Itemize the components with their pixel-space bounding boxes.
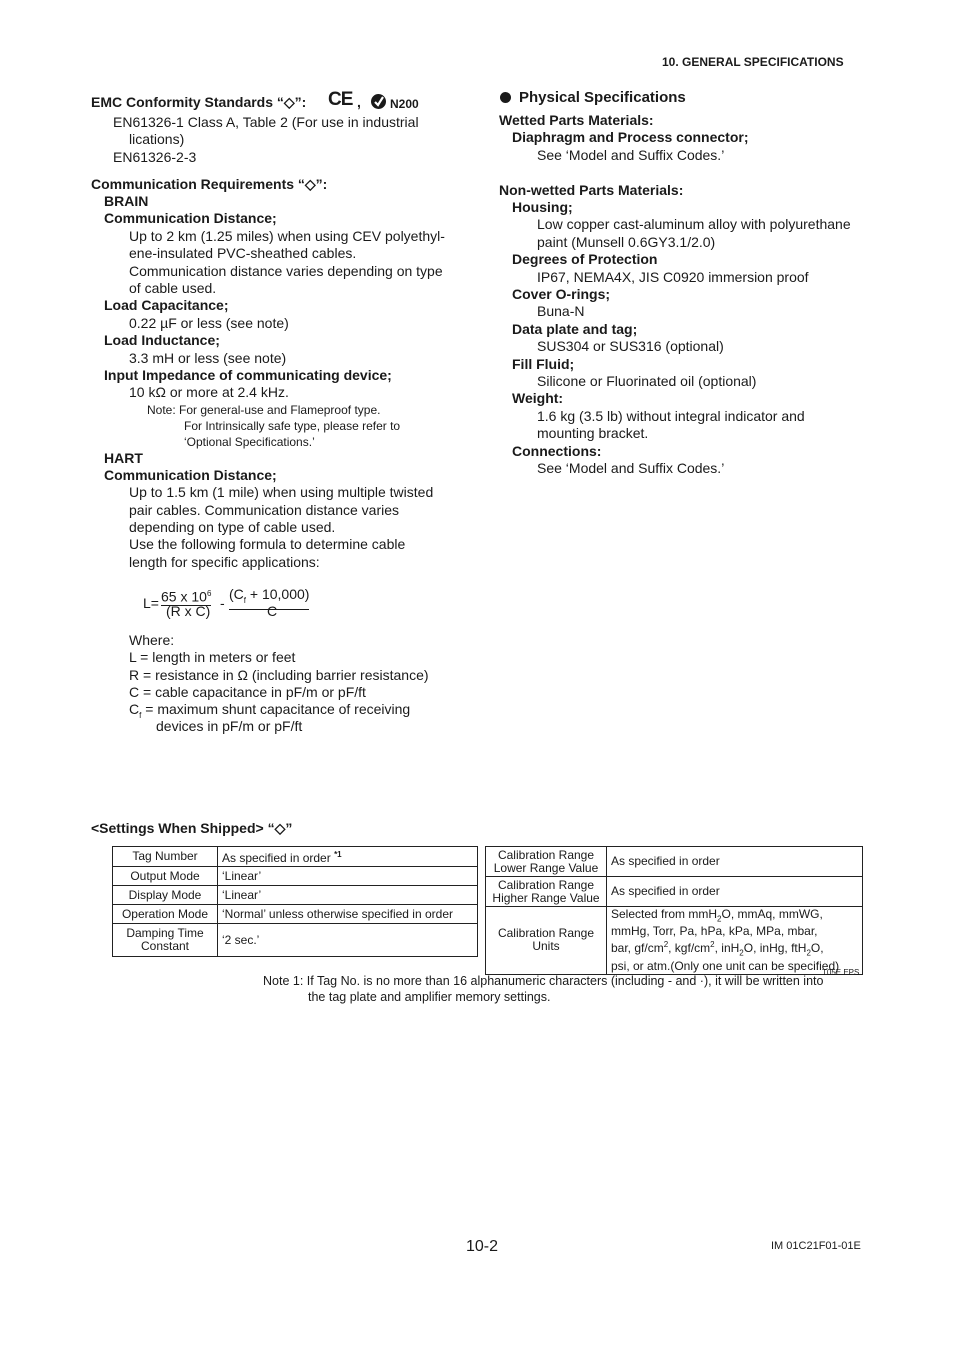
cal-units-value: Selected from mmH$_2$O, mmAq, mmWG, mmHg, Torr, Pa, hPa, kPa, MPa, mbar, bar, $gf/cm^2$, kgf/$cm^2$, inH$_2$O, inHg, ftH$_2$O, psi, or atm.(Only one unit can be specified) — [607, 907, 863, 975]
settings-label: Damping Time Constant — [113, 924, 218, 957]
spec-label: Housing; — [512, 199, 573, 215]
document-id: IM 01C21F01-01E — [771, 1240, 861, 1252]
where-line: L = length in meters or feet — [129, 649, 296, 665]
settings-label: Output Mode — [113, 867, 218, 886]
brain-note-line: ‘Optional Specifications.’ — [184, 435, 315, 449]
comm-title: Communication Requirements “◇”: — [91, 176, 328, 192]
where-line: C = cable capacitance in pF/m or pF/ft — [129, 684, 366, 700]
spec-label: Data plate and tag; — [512, 320, 638, 337]
settings-table-left — [112, 846, 478, 957]
load-inductance-value: 3.3 mH or less (see note) — [129, 350, 287, 366]
section-header: 10. GENERAL SPECIFICATIONS — [662, 55, 844, 69]
hart-distance-label: Communication Distance; — [104, 467, 277, 483]
emc-line-3: EN61326-2-3 — [113, 149, 197, 165]
spec-value: Silicone or Fluorinated oil (optional) — [537, 373, 757, 389]
formula-denominator-2: C — [267, 603, 278, 619]
emc-comma: , — [357, 94, 361, 110]
spec-label: Degrees of Protection — [512, 251, 658, 268]
settings-row — [113, 886, 478, 905]
input-impedance-label: Input Impedance of communicating device; — [104, 367, 392, 383]
load-inductance-label: Load Inductance; — [104, 332, 220, 348]
hart-distance-line: Up to 1.5 km (1 mile) when using multiple twisted — [129, 484, 434, 500]
spec-value: Buna-N — [537, 303, 585, 320]
formula-numerator-1: 65 x $10^6$ — [161, 586, 211, 606]
spec-label: Cover O-rings; — [512, 286, 611, 302]
brain-distance-line: Communication distance varies depending on type — [129, 263, 443, 279]
cf-definition: $C_f$ = maximum shunt capacitance of receiving — [129, 701, 411, 720]
settings-label: Tag Number — [113, 847, 218, 867]
hart-heading: HART — [104, 450, 143, 466]
cal-units-label: Calibration Range Units — [486, 907, 607, 975]
hart-distance-line: depending on type of cable used. — [129, 519, 336, 535]
spec-value: 1.6 kg (3.5 lb) without integral indicator and — [537, 407, 805, 424]
brain-distance-label: Communication Distance; — [104, 210, 277, 226]
spec-label: Wetted Parts Materials: — [499, 112, 654, 128]
settings-row — [113, 867, 478, 886]
brain-note-line: Note: For general-use and Flameproof type. — [147, 403, 381, 417]
spec-value: paint (Munsell 0.6GY3.1/2.0) — [537, 233, 716, 250]
settings-value: As specified in order $^{*1}$ — [218, 847, 478, 867]
spec-label: Non-wetted Parts Materials: — [499, 181, 684, 198]
settings-value: ‘2 sec.’ — [218, 924, 478, 957]
settings-value: ‘Linear’ — [218, 867, 478, 886]
spec-value: mounting bracket. — [537, 425, 649, 442]
n200-mark: N200 — [390, 97, 419, 111]
settings-label: Operation Mode — [113, 905, 218, 924]
spec-label: Fill Fluid; — [512, 355, 575, 372]
cal-higher-label: Calibration Range Higher Range Value — [486, 877, 607, 907]
spec-value: See ‘Model and Suffix Codes.’ — [537, 146, 725, 163]
cf-definition-cont: devices in pF/m or pF/ft — [156, 718, 303, 734]
cal-higher-value: As specified in order — [607, 877, 863, 907]
settings-value: ‘Linear’ — [218, 886, 478, 905]
hart-distance-line: Use the following formula to determine cable — [129, 536, 406, 552]
settings-title: <Settings When Shipped> “◇” — [91, 820, 293, 836]
where-line: Where: — [129, 632, 175, 648]
hart-distance-line: pair cables. Communication distance varies — [129, 502, 400, 518]
spec-label: Diaphragm and Process connector; — [512, 129, 749, 146]
settings-row — [113, 924, 478, 957]
footnote-mark: *1 — [334, 850, 342, 859]
brain-distance-line: of cable used. — [129, 280, 217, 296]
spec-label: Connections: — [512, 442, 602, 459]
cal-lower-label: Calibration Range Lower Range Value — [486, 847, 607, 877]
load-capacitance-label: Load Capacitance; — [104, 297, 229, 313]
physical-specs-title: Physical Specifications — [519, 89, 686, 106]
settings-row — [113, 847, 478, 867]
page-number: 10-2 — [466, 1238, 499, 1255]
formula-denominator-1: (R x C) — [166, 603, 211, 619]
settings-note-line: Note 1: If Tag No. is no more than 16 alphanumeric characters (including - and ·), it will be written into — [263, 974, 824, 988]
bullet-icon — [500, 92, 511, 103]
load-capacitance-value: 0.22 µF or less (see note) — [129, 315, 289, 331]
formula-lhs: L= — [143, 595, 159, 611]
settings-value: ‘Normal’ unless otherwise specified in order — [218, 905, 478, 924]
cal-lower-value: As specified in order — [607, 847, 863, 877]
brain-distance-line: Up to 2 km (1.25 miles) when using CEV polyethyl- — [129, 228, 445, 244]
cable-length-formula — [143, 586, 343, 622]
emc-line-1: EN61326-1 Class A, Table 2 (For use in industrial — [113, 114, 419, 130]
ce-mark: CE — [328, 89, 353, 110]
formula-minus: - — [220, 595, 225, 611]
spec-value: IP67, NEMA4X, JIS C0920 immersion proof — [537, 268, 809, 285]
spec-value: SUS304 or SUS316 (optional) — [537, 338, 724, 355]
where-line: R = resistance in Ω (including barrier resistance) — [129, 667, 429, 683]
brain-heading: BRAIN — [104, 193, 149, 209]
emc-line-2: lications) — [129, 131, 185, 147]
hart-distance-line: length for specific applications: — [129, 554, 320, 570]
formula-numerator-2: $(C_f + 10,000)$ — [229, 586, 309, 610]
spec-value: See ‘Model and Suffix Codes.’ — [537, 460, 725, 476]
settings-row — [113, 905, 478, 924]
input-impedance-value: 10 kΩ or more at 2.4 kHz. — [129, 384, 289, 400]
emc-title: EMC Conformity Standards “◇”: — [91, 94, 307, 110]
c-tick-icon — [371, 94, 386, 109]
spec-label: Weight: — [512, 390, 564, 407]
spec-value: Low copper cast-aluminum alloy with polyurethane — [537, 216, 851, 233]
settings-label: Display Mode — [113, 886, 218, 905]
settings-note-line: the tag plate and amplifier memory settings. — [308, 990, 551, 1004]
file-tag: T05E.EPS — [822, 968, 860, 977]
settings-table-right — [485, 846, 863, 975]
brain-note-line: For Intrinsically safe type, please refer to — [184, 419, 401, 433]
brain-distance-line: ene-insulated PVC-sheathed cables. — [129, 245, 357, 261]
